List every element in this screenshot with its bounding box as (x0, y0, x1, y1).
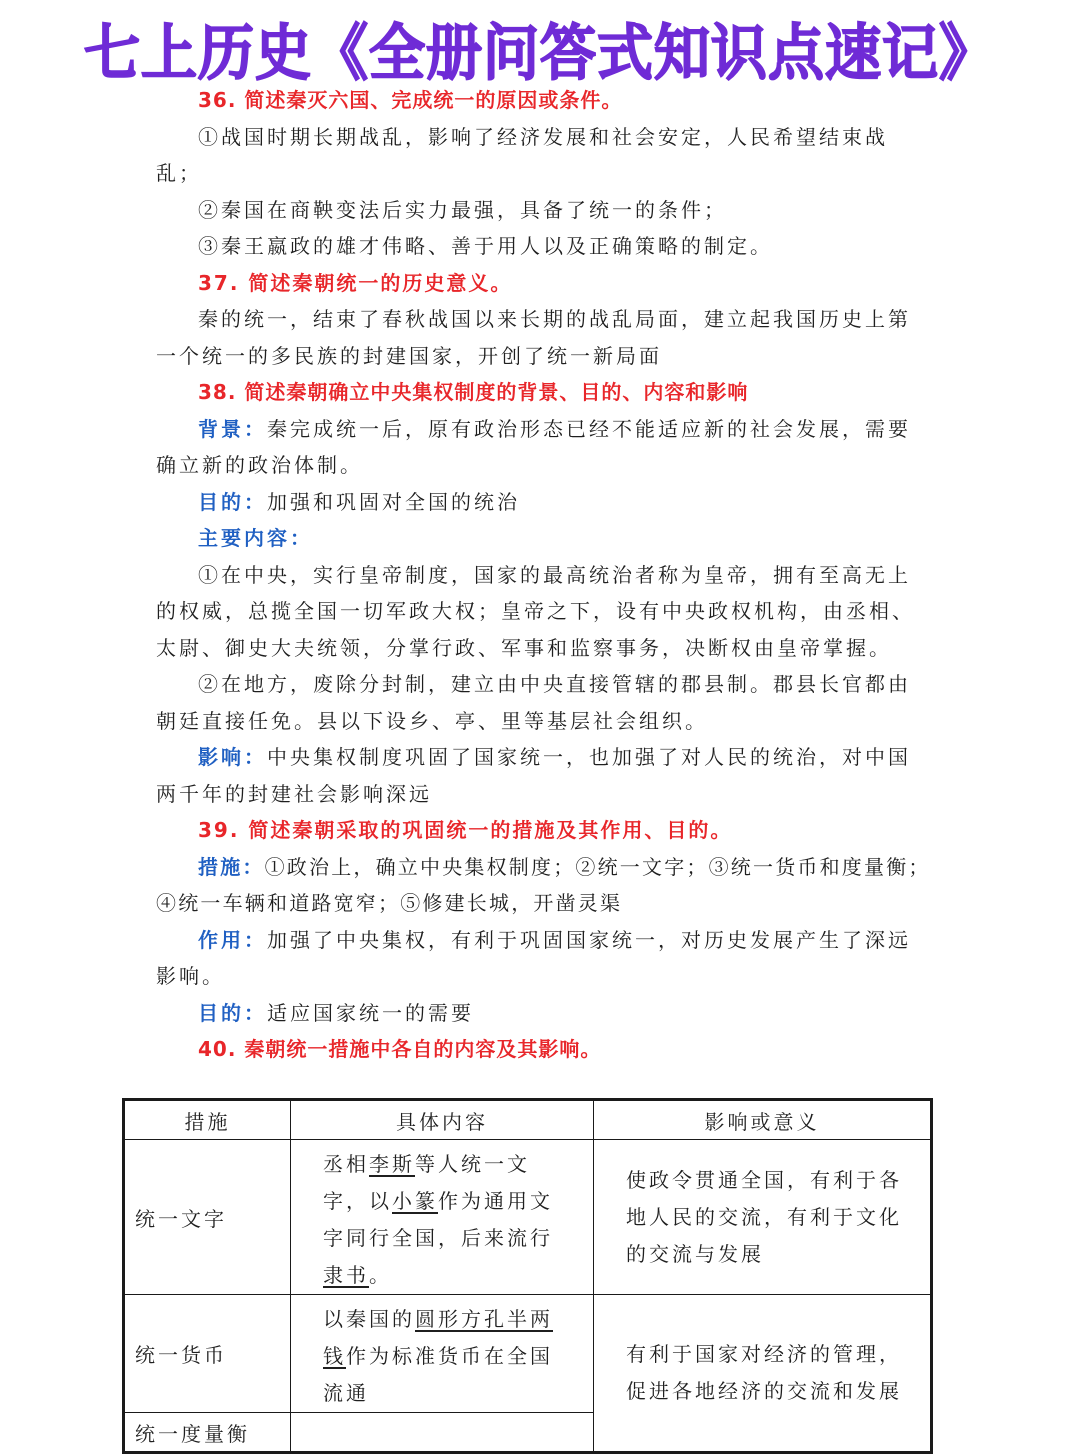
question-36: 36. 简述秦灭六国、完成统一的原因或条件。 (198, 88, 623, 112)
answer-39-effect (156, 922, 932, 995)
answer-38-impact (156, 739, 932, 812)
answer-39-measures (156, 849, 932, 922)
table-row (124, 1295, 932, 1413)
effect-text: 加强了中央集权，有利于巩固国家统一，对历史发展产生了深远影响。 (156, 927, 911, 988)
measures-table (122, 1098, 933, 1454)
table-header-impact: 影响或意义 (594, 1100, 932, 1140)
aim-label: 目的： (198, 1000, 267, 1025)
content-cell (291, 1140, 594, 1295)
impact-text: 中央集权制度巩固了国家统一，也加强了对人民的统治，对中国两千年的封建社会影响深远 (156, 745, 911, 806)
content-underlined: 圆形方孔半两钱 (323, 1307, 553, 1368)
table-header-row (124, 1100, 932, 1140)
content-text: 作为标准货币在全国流通 (323, 1344, 553, 1405)
measure-cell: 统一度量衡 (124, 1413, 291, 1453)
question-38: 38. 简述秦朝确立中央集权制度的背景、目的、内容和影响 (198, 380, 749, 404)
answer-38-background (156, 411, 932, 484)
measure-cell: 统一货币 (124, 1295, 291, 1413)
background-text: 秦完成统一后，原有政治形态已经不能适应新的社会发展，需要确立新的政治体制。 (156, 416, 911, 477)
answer-36-1: ①战国时期长期战乱，影响了经济发展和社会安定，人民希望结束战乱； (156, 124, 888, 185)
content-text: 等人统一文字，以 (323, 1152, 530, 1213)
table-row (124, 1140, 932, 1295)
content-text: 以秦国的 (323, 1307, 415, 1331)
answer-38-content-2: ②在地方，废除分封制，建立由中央直接管辖的郡县制。郡县长官都由朝廷直接任免。县以下设乡、亭、里等基层社会组织。 (156, 672, 911, 733)
purpose-text: 加强和巩固对全国的统治 (267, 489, 520, 514)
content-underlined: 李斯 (369, 1152, 415, 1176)
answer-36-3: ③秦王嬴政的雄才伟略、善于用人以及正确策略的制定。 (198, 234, 773, 258)
answer-37: 秦的统一，结束了春秋战国以来长期的战乱局面，建立起我国历史上第一个统一的多民族的封建国家，开创了统一新局面 (156, 307, 911, 368)
content-text: 丞相 (323, 1152, 369, 1176)
measures-label: 措施： (198, 854, 265, 879)
answer-36-2: ②秦国在商鞅变法后实力最强，具备了统一的条件； (198, 197, 727, 222)
content-text: 。 (369, 1263, 392, 1287)
table-header-content: 具体内容 (291, 1100, 594, 1140)
measure-cell: 统一文字 (124, 1140, 291, 1295)
answer-38-content-heading (156, 520, 932, 557)
content-label: 主要内容： (198, 526, 313, 550)
content-underlined: 小篆 (392, 1189, 438, 1213)
answer-38-content-1: ①在中央，实行皇帝制度，国家的最高统治者称为皇帝，拥有至高无上的权威，总揽全国一切军政大权；皇帝之下，设有中央政权机构，由丞相、太尉、御史大夫统领，分掌行政、军事和监察事务，决断权由皇帝掌握。 (156, 562, 915, 660)
background-label: 背景： (198, 416, 267, 441)
measures-text: ①政治上，确立中央集权制度；②统一文字；③统一货币和度量衡；④统一车辆和道路宽窄；⑤修建长城，开凿灵渠 (156, 854, 931, 915)
qa-content (156, 82, 932, 1068)
purpose-label: 目的： (198, 489, 267, 514)
impact-label: 影响： (198, 745, 267, 769)
impact-cell: 使政令贯通全国，有利于各地人民的交流，有利于文化的交流与发展 (594, 1140, 932, 1295)
table-header-measure: 措施 (124, 1100, 291, 1140)
content-underlined: 隶书 (323, 1263, 369, 1287)
impact-cell: 有利于国家对经济的管理，促进各地经济的交流和发展 (594, 1295, 932, 1453)
question-37: 37. 简述秦朝统一的历史意义。 (198, 270, 513, 295)
content-cell-empty (291, 1413, 594, 1453)
question-40: 40. 秦朝统一措施中各自的内容及其影响。 (198, 1037, 602, 1061)
question-39: 39. 简述秦朝采取的巩固统一的措施及其作用、目的。 (198, 818, 733, 842)
answer-38-purpose (156, 484, 932, 521)
aim-text: 适应国家统一的需要 (267, 1000, 474, 1025)
content-cell (291, 1295, 594, 1413)
page-title: 七上历史《全册问答式知识点速记》 (84, 18, 996, 89)
answer-39-aim (156, 995, 932, 1032)
effect-label: 作用： (198, 927, 267, 952)
content-text: 作为通用文字同行全国，后来流行 (323, 1189, 553, 1250)
